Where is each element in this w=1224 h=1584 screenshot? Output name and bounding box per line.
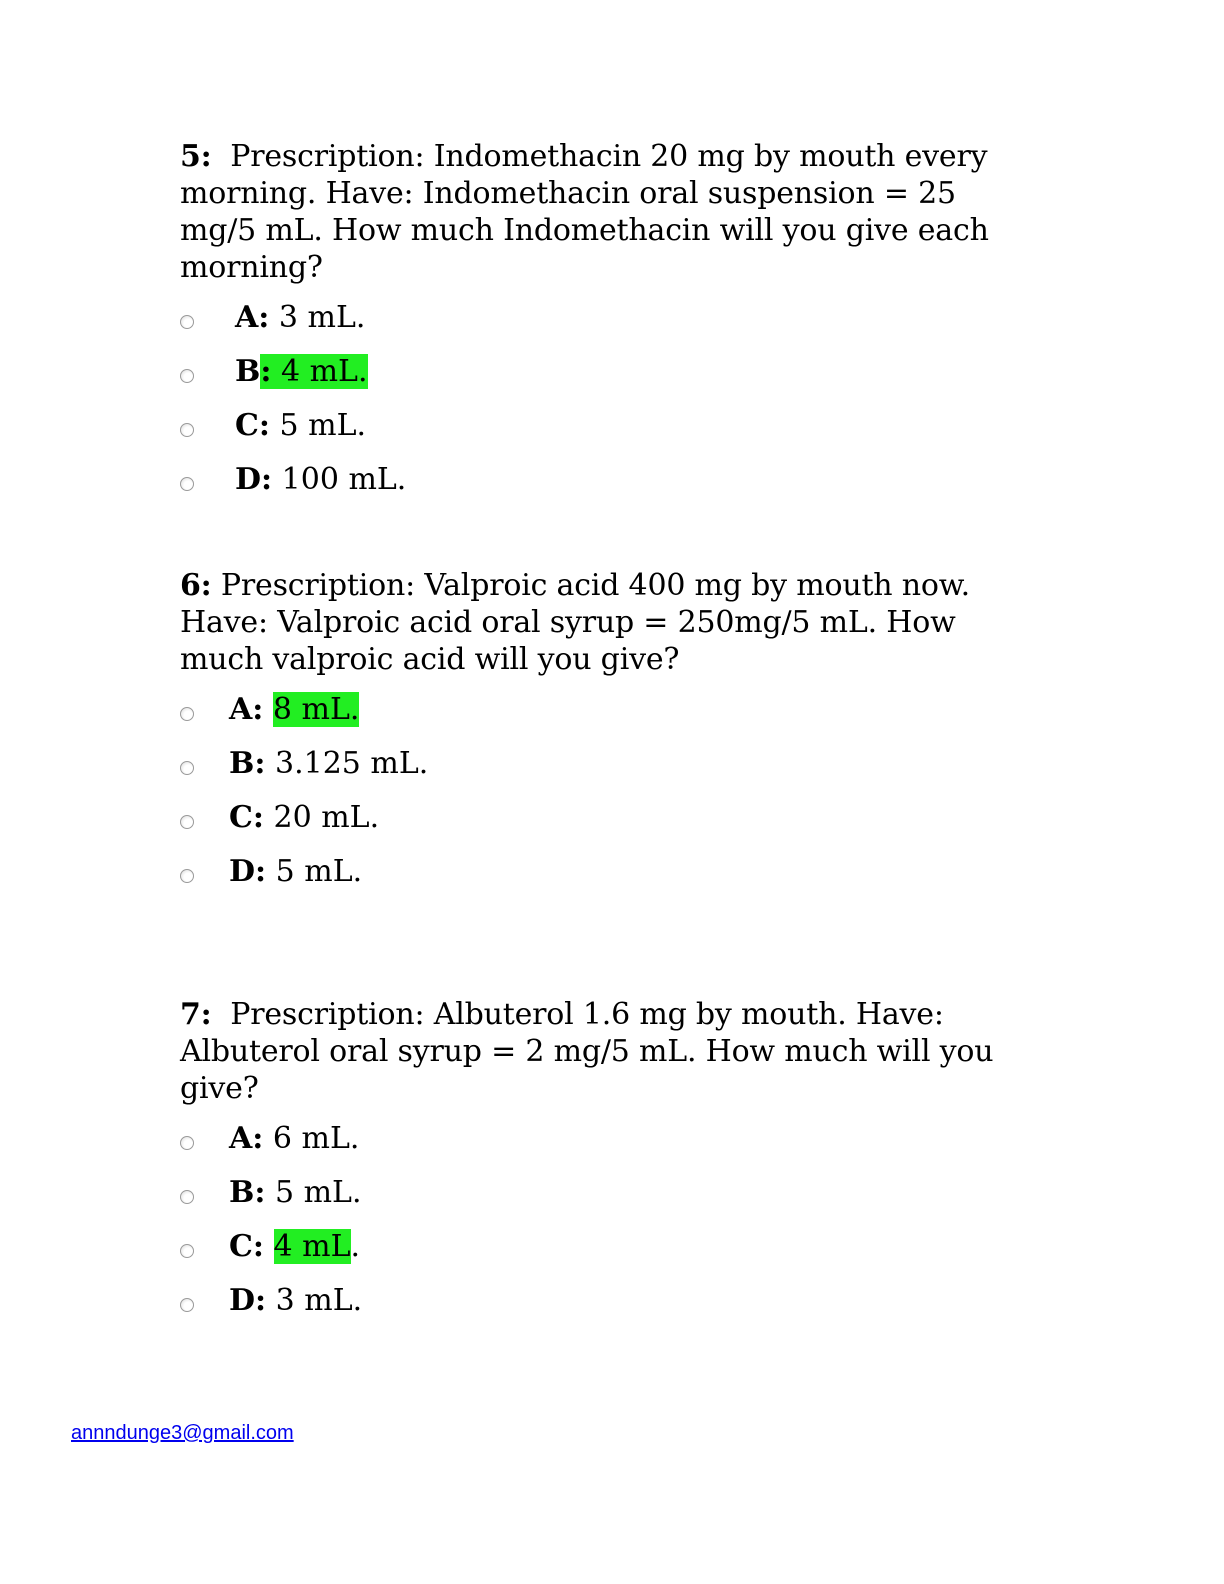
option-answer: 5 mL. [274,1174,362,1210]
option-letter: B [235,353,261,389]
option-answer: 3.125 mL. [274,745,429,781]
question-text [180,567,1040,678]
option-answer: 4 mL [273,1228,351,1264]
question-body: Prescription: Indomethacin 20 mg by mouth every morning. Have: Indomethacin oral suspension = 25 mg/5 mL. How much Indomethacin will you give each morning? [180,139,989,285]
question-text [180,996,1040,1107]
option-letter: D [235,461,262,497]
radio-button[interactable] [180,423,194,437]
question-number: 5: [180,139,212,174]
option-b[interactable] [180,344,1040,398]
option-d[interactable]: D: 5 mL. [180,844,1040,898]
option-answer: 100 mL. [281,461,407,497]
option-a[interactable]: A: 8 mL. [180,682,1040,736]
answer-options [180,290,1040,506]
answer-options [180,1111,1040,1327]
option-letter: A [229,1120,253,1156]
option-answer: 4 mL. [280,353,368,389]
option-d[interactable]: D: 3 mL. [180,1273,1040,1327]
question-5 [180,138,1040,506]
radio-button[interactable] [180,369,194,383]
footer-email-link[interactable]: annndunge3@gmail.com [71,1422,294,1444]
correct-answer-highlight [274,1229,351,1264]
question-6 [180,567,1040,898]
option-c[interactable]: C: 4 mL. [180,1219,1040,1273]
option-c[interactable]: C: 20 mL. [180,790,1040,844]
radio-button[interactable] [180,1136,194,1150]
option-b[interactable]: B: 3.125 mL. [180,736,1040,790]
radio-button[interactable] [180,815,194,829]
question-text [180,138,1040,286]
option-letter: B [229,1174,255,1210]
option-answer: 5 mL. [279,407,367,443]
radio-button[interactable] [180,315,194,329]
radio-button[interactable] [180,707,194,721]
option-letter: C [229,1228,253,1264]
option-letter: D [229,853,256,889]
option-a[interactable]: A: 3 mL. [180,290,1040,344]
radio-button[interactable] [180,761,194,775]
option-a[interactable]: A: 6 mL. [180,1111,1040,1165]
option-answer: 3 mL. [278,299,366,335]
option-answer: 20 mL. [273,799,380,835]
option-letter: C [229,799,253,835]
question-number: 6: [180,568,212,603]
option-answer: 8 mL. [272,691,360,727]
radio-button[interactable] [180,477,194,491]
correct-answer-highlight [273,692,360,727]
question-number: 7: [180,997,212,1032]
correct-answer-highlight: : 4 mL. [260,353,368,389]
answer-options [180,682,1040,898]
option-d[interactable]: D: 100 mL. [180,452,1040,506]
question-body: Prescription: Albuterol 1.6 mg by mouth. Have: Albuterol oral syrup = 2 mg/5 mL. How much will you give? [180,997,994,1106]
radio-button[interactable] [180,1244,194,1258]
option-c[interactable]: C: 5 mL. [180,398,1040,452]
option-letter: A [235,299,259,335]
option-answer: 6 mL. [272,1120,360,1156]
option-letter: B [229,745,255,781]
option-letter: D [229,1282,256,1318]
question-7 [180,996,1040,1327]
radio-button[interactable] [180,1190,194,1204]
option-answer: 5 mL. [275,853,363,889]
radio-button[interactable] [180,869,194,883]
option-b[interactable]: B: 5 mL. [180,1165,1040,1219]
radio-button[interactable] [180,1298,194,1312]
option-answer: 3 mL. [275,1282,363,1318]
option-letter: A [229,691,253,727]
option-letter: C [235,407,259,443]
question-body: Prescription: Valproic acid 400 mg by mouth now. Have: Valproic acid oral syrup = 250mg/5 mL. How much valproic acid will you give? [180,568,971,677]
